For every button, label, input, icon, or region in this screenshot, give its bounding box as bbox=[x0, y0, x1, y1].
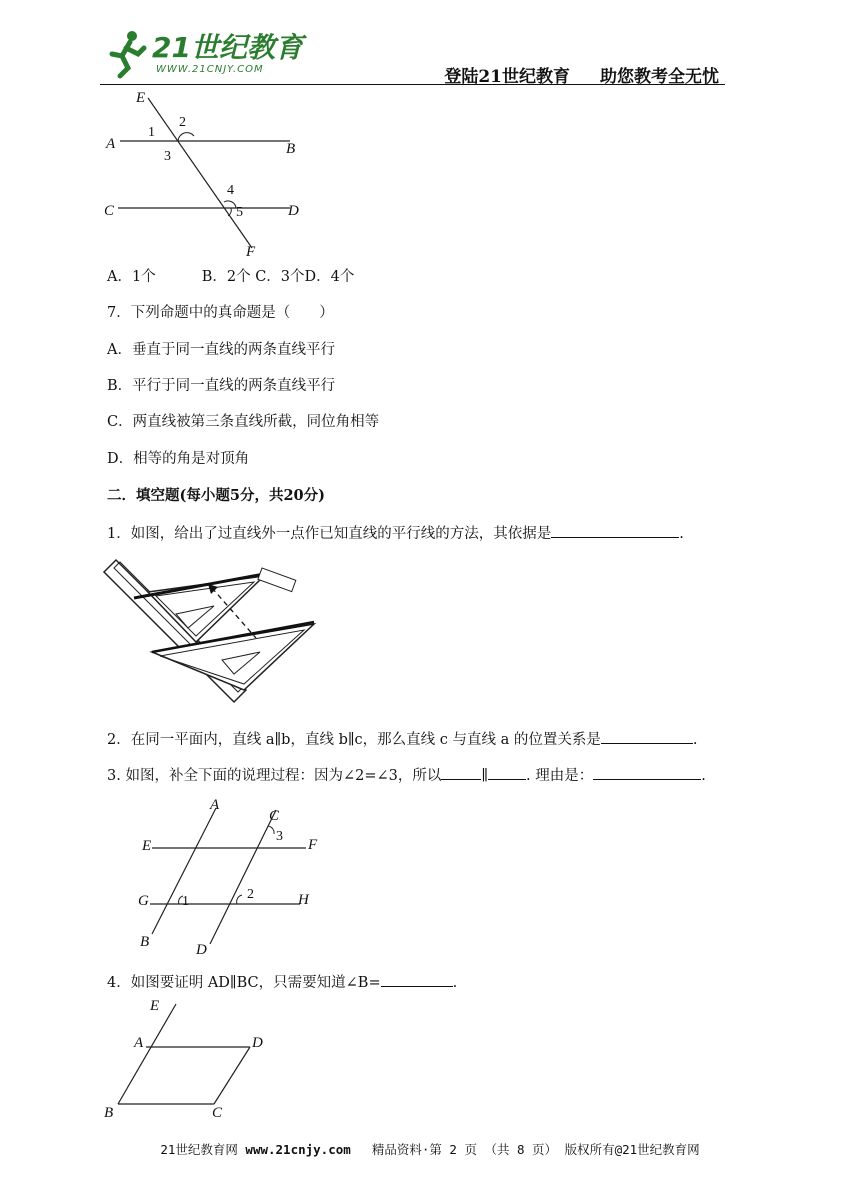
fill4-blank[interactable] bbox=[381, 972, 453, 987]
label-E: E bbox=[150, 998, 160, 1014]
fill1-blank[interactable] bbox=[551, 523, 679, 538]
fill3-end: . bbox=[701, 768, 706, 784]
angle-label-3: 3 bbox=[164, 149, 171, 164]
fill3-blank-3[interactable] bbox=[593, 765, 701, 780]
label-D: D bbox=[196, 942, 207, 958]
label-G: G bbox=[138, 893, 149, 909]
fill4-end: . bbox=[452, 975, 458, 991]
fill3-blank-1[interactable] bbox=[441, 765, 481, 780]
angle-label-1: 1 bbox=[182, 894, 189, 909]
logo-text: 21世纪教育 bbox=[152, 31, 303, 64]
section-title: 二．填空题(每小题5分，共20分) bbox=[107, 487, 325, 504]
label-A: A bbox=[106, 136, 116, 152]
fill3-parallel: ∥ bbox=[481, 768, 489, 784]
label-C: C bbox=[212, 1105, 223, 1121]
angle-label-2: 2 bbox=[179, 115, 186, 130]
footer-site: 21世纪教育网 bbox=[160, 1142, 238, 1157]
figure-parallelogram-4 bbox=[100, 994, 290, 1124]
label-D: D bbox=[288, 203, 299, 219]
q6-options bbox=[107, 267, 354, 287]
fill2-question bbox=[107, 729, 697, 750]
q7-option-c: C．两直线被第三条直线所截，同位角相等 bbox=[107, 414, 380, 430]
fill2-end: . bbox=[692, 732, 698, 748]
angle-label-4: 4 bbox=[227, 183, 234, 198]
option-b: B．2个 bbox=[201, 269, 251, 285]
logo-runner-icon bbox=[104, 28, 154, 78]
option-a: A．1个 bbox=[107, 269, 156, 285]
label-B: B bbox=[140, 934, 150, 950]
header-rule bbox=[100, 84, 725, 85]
fill4-text: 4．如图要证明 AD∥BC，只需要知道∠B= bbox=[107, 975, 381, 991]
fill2-text: 2．在同一平面内，直线 a∥b，直线 b∥c，那么直线 c 与直线 a 的位置关系是 bbox=[107, 732, 601, 748]
angle-label-1: 1 bbox=[148, 125, 155, 140]
label-F: F bbox=[246, 244, 256, 260]
label-C: C bbox=[104, 203, 115, 219]
angle-label-5: 5 bbox=[236, 205, 243, 220]
q7-option-a: A．垂直于同一直线的两条直线平行 bbox=[107, 342, 335, 358]
label-D: D bbox=[252, 1035, 263, 1051]
option-c: C．3个 bbox=[255, 269, 305, 285]
q7-option-d: D．相等的角是对顶角 bbox=[107, 451, 250, 467]
label-C: C bbox=[269, 808, 280, 824]
angle-label-3: 3 bbox=[276, 829, 283, 844]
fill3-blank-2[interactable] bbox=[488, 765, 526, 780]
footer-page-info: 精品资料·第 2 页 （共 8 页） bbox=[371, 1142, 558, 1157]
fill3-text2: . 理由是： bbox=[526, 768, 594, 784]
label-H: H bbox=[298, 892, 309, 908]
footer-url[interactable]: www.21cnjy.com bbox=[245, 1142, 351, 1157]
angle-label-2: 2 bbox=[247, 887, 254, 902]
logo-url: WWW.21CNJY.COM bbox=[156, 64, 264, 75]
figure-ruler-setsquare bbox=[104, 560, 324, 710]
label-B: B bbox=[286, 141, 296, 157]
fill4-question bbox=[107, 972, 457, 993]
fill3-text1: 3. 如图，补全下面的说理过程：因为∠2=∠3，所以 bbox=[107, 768, 442, 784]
fill1-question bbox=[107, 523, 684, 544]
label-E: E bbox=[142, 838, 152, 854]
fill1-text: 1．如图，给出了过直线外一点作已知直线的平行线的方法，其依据是 bbox=[107, 526, 552, 542]
q7-stem: 7．下列命题中的真命题是（ ） bbox=[107, 305, 334, 321]
label-F: F bbox=[308, 837, 318, 853]
option-d: D．4个 bbox=[304, 269, 355, 285]
slogan-left: 登陆21世纪教育 bbox=[444, 67, 570, 87]
label-E: E bbox=[136, 90, 146, 106]
fill2-blank[interactable] bbox=[601, 729, 693, 744]
footer-copyright: 版权所有@21世纪教育网 bbox=[564, 1142, 700, 1157]
label-A: A bbox=[134, 1035, 144, 1051]
figure-transversal-1 bbox=[100, 88, 340, 258]
header bbox=[100, 20, 725, 86]
footer bbox=[0, 1140, 860, 1158]
q7-option-b: B．平行于同一直线的两条直线平行 bbox=[107, 378, 336, 394]
figure-parallel-lines-3 bbox=[130, 796, 370, 966]
slogan-right: 助您教考全无忧 bbox=[600, 67, 719, 87]
label-A: A bbox=[210, 797, 220, 813]
fill3-question bbox=[107, 765, 706, 786]
fill1-end: . bbox=[679, 526, 684, 542]
label-B: B bbox=[104, 1105, 114, 1121]
